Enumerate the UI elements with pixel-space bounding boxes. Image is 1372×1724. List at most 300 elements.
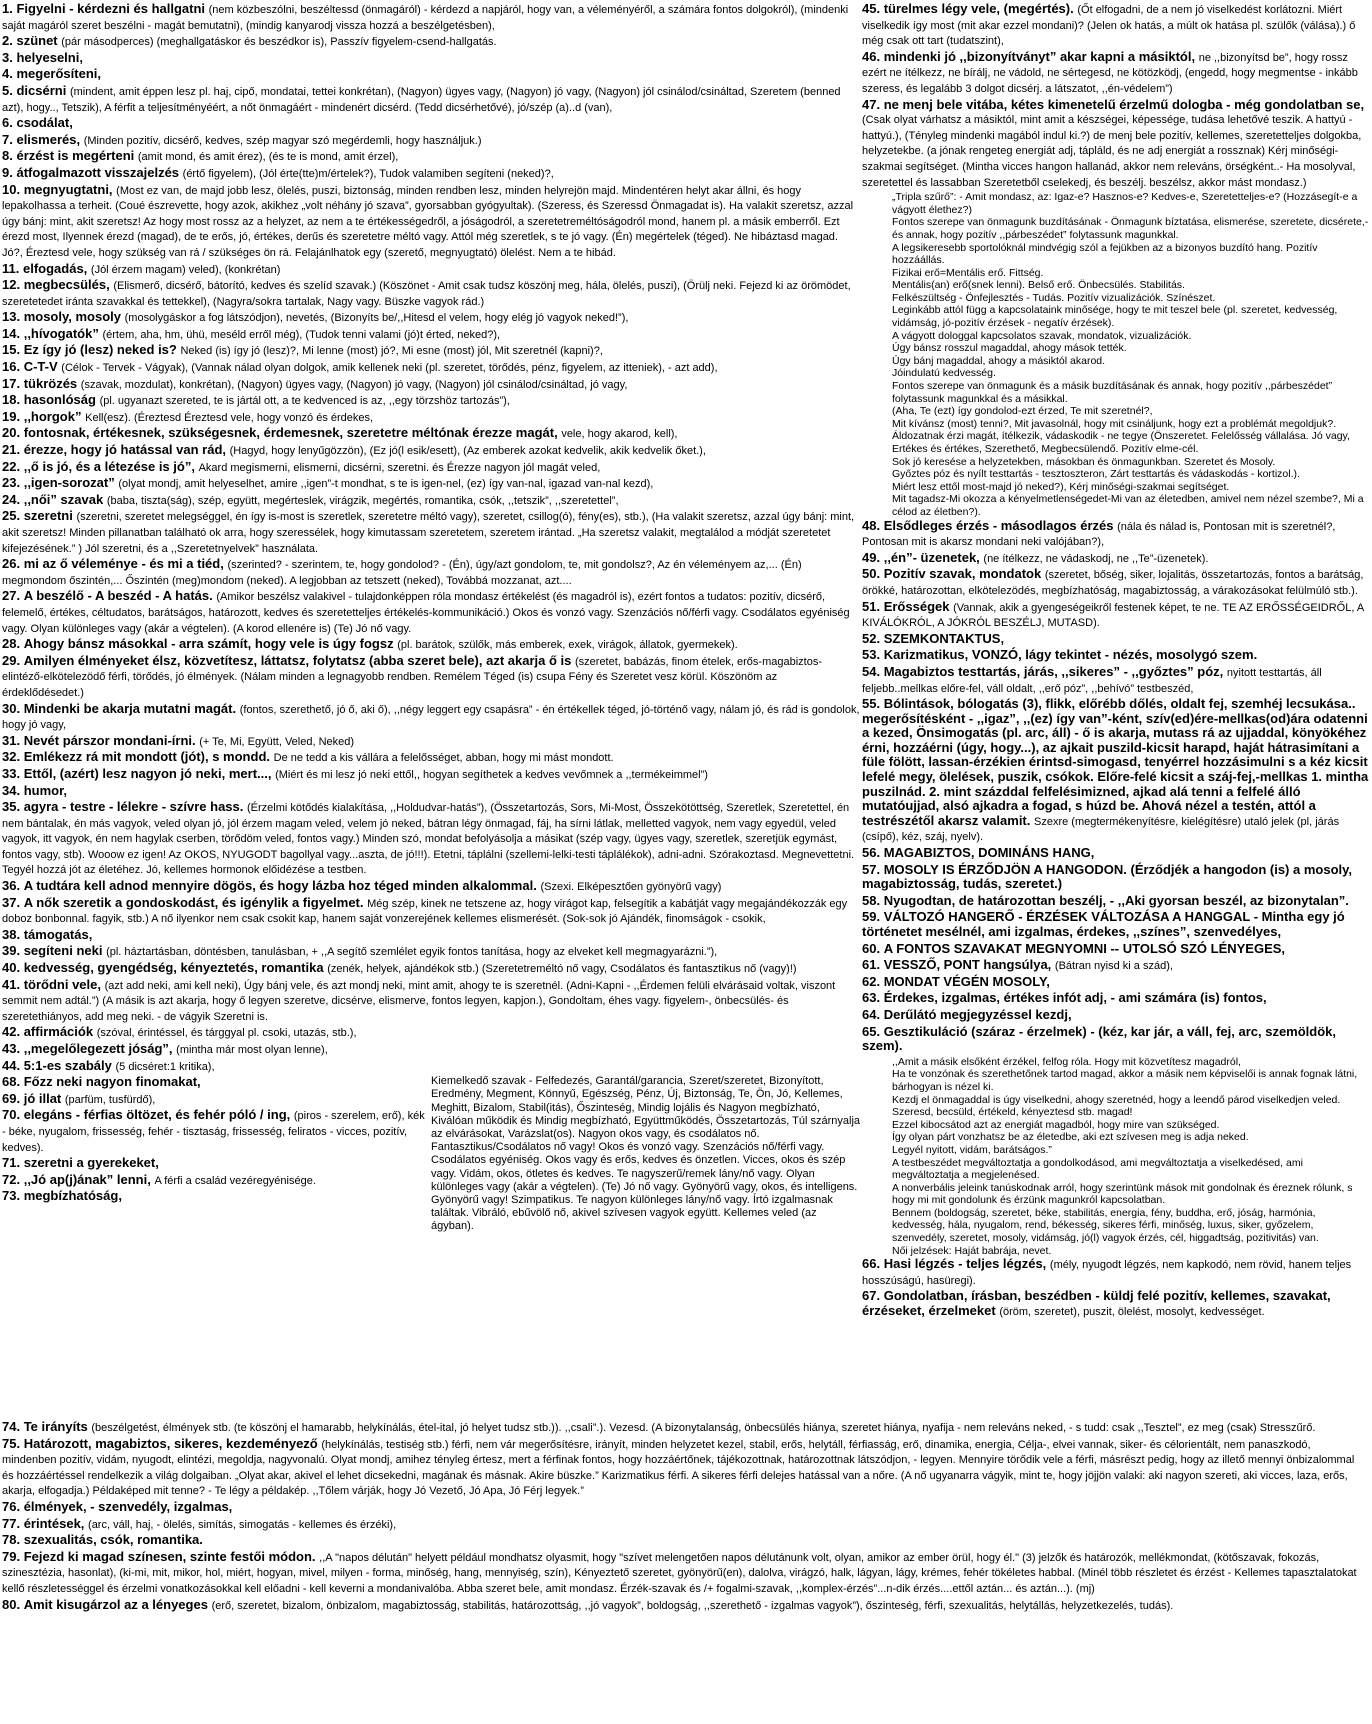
list-item	[2, 410, 860, 426]
item-number: 49.	[862, 549, 881, 565]
note-line: Úgy bánsz rosszul magaddal, ahogy mások tették.	[892, 342, 1127, 355]
list-item	[2, 1059, 860, 1075]
item-number: 65.	[862, 1023, 881, 1039]
list-item	[2, 734, 860, 750]
item-number: 79.	[2, 1548, 21, 1564]
note-line: „Tripla szűrő”: - Amit mondasz, az: Igaz-e? Hasznos-e? Kedves-e, Szeretetteljes-e? (Hozzásegít-e a vágyott élethez?)	[892, 191, 1358, 216]
item-heading: ,,megelőlegezett jóság”,	[23, 1041, 173, 1056]
item-body: (nála és nálad is, Pontosan mit is szeretnél?, Pontosan mit is akarsz mondani neki valójában?),	[862, 520, 1336, 549]
list-item	[2, 896, 860, 927]
item-heading: mindenki jó ,,bizonyítványt” akar kapni a másiktól,	[883, 48, 1196, 64]
item-heading: VÁLTOZÓ HANGERŐ - ÉRZÉSEK VÁLTOZÁSA A HANGGAL - Mintha egy jó történetet mesélnél, ami izgalmas, érdekes, ,,színes”, szenvedélyes,	[862, 909, 1345, 939]
item-number: 18.	[2, 392, 21, 408]
item-body: (szavak, mozdulat), konkrétan), (Nagyon) ügyes vagy, (Nagyon) jó vagy, (Nagyon) jól csinálod/csináltad, jó vagy,	[80, 378, 628, 391]
item-heading: hasonlóság	[23, 392, 96, 408]
list-item	[2, 1156, 431, 1172]
item-number: 2.	[2, 33, 13, 49]
note-line: Áldozatnak érzi magát, ítélkezik, vádaskodik - ne tegye (Önszeretet. Felelősség vállalása. Jó vagy, Ertékes és értékes, Szerethető, Megbecsülendő. Pozitív elme-cél.	[892, 430, 1350, 455]
note-line: A vágyott dologgal kapcsolatos szavak, mondatok, vizualizációk.	[892, 329, 1192, 342]
item-heading: Amilyen élményeket élsz, közvetítesz, láttatsz, folytatsz (abba szeret bele), azt akarja ő is	[23, 652, 572, 668]
item-number: 5.	[2, 82, 13, 98]
item-number: 61.	[862, 957, 881, 973]
item-body: (szeretet, babázás, finom ételek, erős-magabiztos-elintéző-elkötelezödő férfi, törődés, jó élmények. (Nálam minden a legnagyobb rendben. Remélem Téged (is) csupa Fény és Szeretet vesz körül. Köszönöm az érdeklődésedet.)	[2, 655, 823, 699]
list-item	[862, 98, 1370, 191]
item-heading: affirmációk	[23, 1024, 94, 1040]
list-item	[862, 910, 1370, 940]
item-number: 31.	[2, 732, 21, 748]
list-item	[2, 166, 860, 182]
bottom-item-list	[2, 1420, 1368, 1613]
list-item	[2, 1420, 1368, 1436]
item-heading: 5:1-es szabály	[23, 1057, 112, 1073]
item-number: 45.	[862, 1, 881, 16]
note-line: Ezzel kibocsátod azt az energiát magadból, hogy mire van szükséged.	[892, 1118, 1220, 1131]
list-item	[862, 697, 1370, 845]
item-heading: A beszélő - A beszéd - A hatás.	[23, 588, 213, 604]
list-item	[2, 1500, 1368, 1516]
list-item	[2, 476, 860, 492]
list-item	[2, 1075, 431, 1091]
item-heading: érezze, hogy jó hatással van rád,	[23, 442, 227, 458]
item-heading: Ahogy bánsz másokkal - arra számít, hogy vele is úgy fogsz	[23, 636, 394, 652]
item-number: 7.	[2, 131, 13, 147]
item-body: (ne ítélkezz, ne vádaskodj, ne ,,Te”-üzenetek).	[983, 552, 1209, 565]
item-number: 62.	[862, 973, 881, 989]
list-item	[2, 443, 860, 459]
list-item	[2, 509, 860, 556]
list-item	[2, 1598, 1368, 1614]
note-line: ,,Amit a másik elsőként érzékel, felfog róla. Hogy mit közvetítesz magadról,	[892, 1055, 1241, 1068]
item-number: 75.	[2, 1435, 21, 1451]
item-heading: Érdekes, izgalmas, értékes infót adj, - ami számára (is) fontos,	[883, 990, 1267, 1006]
item-number: 39.	[2, 943, 21, 959]
item-number: 19.	[2, 408, 21, 424]
note-line: Így olyan párt vonzhatsz be az életedbe, aki ezt szívesen meg is adja neked.	[892, 1131, 1249, 1144]
item-body: (mintha már most olyan lenne),	[176, 1044, 328, 1056]
item-heading: tükrözés	[23, 375, 78, 391]
item-body: (öröm, szeretet), puszit, ölelést, mosolyt, kedvességet.	[999, 1306, 1265, 1319]
list-item	[862, 958, 1370, 974]
list-item	[862, 991, 1370, 1007]
list-item	[2, 784, 860, 800]
list-item	[2, 377, 860, 393]
note-line: Bennem (boldogság, szeretet, béke, stabilitás, energia, fény, buddha, erő, jóság, harmónia, kedvesség, hála, nyugalom, rend, békesség, sikeres férfi, minőség, luxus, siker, győzelem, szenvedély, szeretet, mosoly, vidámság, jó(l) vagyok érzés, cél, higgadtság, pozitivitás) van.	[892, 1206, 1319, 1245]
item-heading: ,,női” szavak	[23, 491, 104, 507]
list-item	[862, 632, 1370, 648]
item-heading: Magabiztos testtartás, járás, ,,sikeres” - ,,győztes” póz,	[883, 663, 1224, 679]
list-item	[862, 1008, 1370, 1024]
item-body: (zenék, helyek, ajándékok stb.) (Szeretetreméltó nő vagy, Csodálatos és fantasztikus nő (vagy)!)	[327, 963, 797, 976]
item-number: 63.	[862, 990, 881, 1006]
note-line: Úgy bánj magaddal, ahogy a másiktól akarod.	[892, 354, 1106, 367]
item-number: 71.	[2, 1155, 21, 1171]
item-body: (baba, tiszta(ság), szép, együtt, megérteslek, virágzik, megértés, romantika, csók, ,,tetszik”, ,,szeretettel”,	[106, 494, 619, 507]
list-item	[2, 750, 860, 766]
item-body: (Bátran nyisd ki a szád),	[1054, 960, 1173, 973]
item-heading: érzést is megérteni	[16, 148, 135, 164]
item-number: 67.	[862, 1288, 881, 1304]
item-number: 66.	[862, 1256, 881, 1272]
item-body: (Elismerő, dicsérő, bátorító, kedves és szelíd szavak.) (Köszönet - Amit csak tudsz köszönj meg, hála, ölelés, puszi), (Örülj neki. Fejezd ki az örömödet, szeretetedet iránta szavakkal és tettekkel), (Nagyra/sokra tartalak, Nagy vagy. Büszke vagyok rád.)	[2, 280, 851, 308]
item-heading: megbecsülés,	[23, 277, 110, 293]
list-item	[2, 1092, 431, 1108]
item-heading: Derűlátó megjegyzéssel kezdj,	[883, 1006, 1072, 1022]
item-number: 69.	[2, 1090, 21, 1106]
list-item	[2, 116, 860, 132]
note-line: Jóindulatú kedvesség.	[892, 367, 996, 380]
item-number: 76.	[2, 1498, 21, 1514]
list-item	[2, 1042, 860, 1058]
list-item	[2, 1189, 431, 1205]
item-number: 35.	[2, 799, 21, 815]
item-number: 23.	[2, 475, 21, 491]
item-heading: jó illat	[23, 1090, 62, 1106]
list-item	[2, 343, 860, 359]
list-item	[862, 1257, 1370, 1288]
item-body: Még szép, kinek ne tetszene az, hogy virágot kap, felsegítik a kabátját vagy megajándékozzák egy doboz bonbonnal. fagyik, stb.) A nő ilyenkor nem csak csokit kap, hanem saját vonzerejének kellemes elismerését. (Sok-sok jó Ajándék, finomságok - csokik,	[2, 897, 848, 926]
item-heading: elismerés,	[16, 131, 81, 147]
item-number: 25.	[2, 508, 21, 524]
item-heading: Erősségek	[883, 598, 950, 614]
item-body: (mosolygáskor a fog látszódjon), nevetés, (Bizonyíts be/,,Hitesd el velem, hogy elég jó vagyok neked!”),	[124, 312, 629, 325]
item-heading: mosoly, mosoly	[23, 309, 121, 325]
item-heading: érintések,	[23, 1515, 85, 1531]
item-number: 14.	[2, 325, 21, 341]
item-number: 29.	[2, 652, 21, 668]
item-heading: ,,hívogatók”	[23, 325, 99, 341]
item-body: (értő figyelem), (Jól érte(tte)m/értelek?), Tudok valamiben segíteni (neked)?,	[182, 167, 554, 180]
list-item	[2, 589, 860, 636]
item-number: 10.	[2, 181, 21, 197]
item-number: 77.	[2, 1515, 21, 1531]
item-body: (Most ez van, de majd jobb lesz, ölelés, puszi, biztonság, minden rendben lesz, minden helyrejön majd. Mindentéren helyt akar állni, és hogy lepakolhassa a terheit. (Coué észrevette, hogy azok, akikhez „volt néhány jó szava”, gyorsabban gyógyultak). (Szeress, és Szeressd Önmagadat is). Ha valakit szeretsz, azzal úgy bánj: mint, akit szeretsz! Az hogy most rossz az a helyzet, az nem a te értékességedről, a jóságodról, a szeretetreméltóságodról mond, hanem pl. a másik emberről. Ezt érezd most, Ilyennek érezd (magad), de te erős, jó, értékes, derűs és szeretetre méltó vagy. Attól még szeretlek, s te jó vagy. (Én) megértelek (téged). Ne hibáztasd magad. Jó?, Éreztesd vele, hogy szükség van rá / szükséges ön rá. Felajánlhatok egy (szerető, megnyugtató) ölelést. Nem a te hibád.	[2, 184, 854, 259]
list-item	[2, 51, 860, 67]
item-body: (Miért és mi lesz jó neki ettől,, hogyan segíthetek a kedves vevőmnek a ,,termékeimmel”)	[275, 768, 708, 781]
list-item	[862, 50, 1370, 97]
list-item	[2, 1437, 1368, 1499]
item-number: 28.	[2, 636, 21, 652]
item-number: 48.	[862, 517, 881, 533]
item-heading: ,,ő is jó, és a létezése is jó”,	[23, 458, 195, 474]
list-item	[862, 863, 1370, 893]
item-number: 43.	[2, 1041, 21, 1056]
item-body: (erő, szeretet, bizalom, önbizalom, magabiztosság, stabilitás, határozottság, ,,jó vagyok”, boldogság, ,,szerethető - izgalmas vagyok”), őszinteség, férfi, szexualitás, helytállás, helyzetkezelés, tudás).	[211, 1599, 1174, 1612]
item-number: 52.	[862, 630, 881, 646]
item-body: Szexre (megtermékenyítésre, kielégítésre) utaló jelek (pl, járás (csípő), kéz, száj, nyelv).	[862, 815, 1340, 844]
list-item	[862, 665, 1370, 696]
list-item	[2, 310, 860, 326]
item-number: 6.	[2, 115, 13, 131]
item-number: 74.	[2, 1419, 21, 1434]
item-heading: agyra - testre - lélekre - szívre hass.	[23, 799, 244, 815]
item-number: 21.	[2, 442, 21, 458]
item-body: ,,A "napos délután" helyett például mondhatsz olyasmit, hogy "szívet melengetően napos délutánunk volt, olyan, amikor az ember örül, hogy él." (3) jelzők és határozók, mellékmondat, (kötőszavak, fokozás, szinesztézia, hasonlat), (ki-mi, mit, mikor, hol, miért, hogyan, mivel, milyen - forma, minőség, hang, mennyiség, szín), Kényeztető szeretet, gyönyörű(en), dalolva, virágzó, halk, lágyan, lágy, krémes, fehér tökéletes habbal. (Minél több részletet és érzést - Kellemes tapasztalatokat kellő részletességgel és érzelmi vonatkozásokkal kell előadni - kell keverni a mondanivalóba. Abba szeret bele, amit mondasz. Érzék-szavak és /+ fogalmi-szavak, ,,komplex-érzés”...n-dik érzés....ettől aztán... és aztán...). (mj)	[2, 1551, 1357, 1595]
item-number: 53.	[862, 647, 881, 663]
item-heading: elfogadás,	[22, 260, 88, 276]
item-body: (Jól érzem magam) veled), (konkrétan)	[90, 263, 281, 276]
item-body: Neked (is) így jó (lesz)?, Mi lenne (most) jó?, Mi esne (most) jól, Mit szeretnél (kapni)?,	[180, 345, 603, 358]
item-number: 54.	[862, 663, 881, 679]
note-line: Legyél nyitott, vidám, barátságos.”	[892, 1143, 1052, 1156]
list-item	[2, 928, 860, 944]
item-body: Akard megismerni, elismerni, dicsérni, szeretni. és Érezze nagyon jól magát veled,	[198, 461, 601, 474]
item-number: 26.	[2, 556, 21, 572]
list-item	[2, 327, 860, 343]
note-line: Felkészültség - Önfejlesztés - Tudás. Pozitív vizualizációk. Színészet.	[892, 291, 1216, 304]
item-body: nyitott testtartás, áll feljebb..mellkas előre-fel, váll oldalt, ,,erő póz”, ,,behívó” testbeszéd,	[862, 666, 1322, 695]
item-number: 20.	[2, 425, 21, 441]
item-body: (Szexi. Elképesztően gyönyörű vagy)	[540, 881, 722, 894]
item-body: (olyat mondj, amit helyeselhet, amire ,,igen”-t mondhat, s te is igen-nel, (ez) így van-nal, igazad van-nal kezd),	[118, 478, 654, 491]
item-body: (mindent, amit éppen lesz pl. haj, cipő, mondatai, tettei konkrétan), (Nagyon) ügyes vagy, (Nagyon) jó vagy, (Nagyon) jól csinálod/csináltad, Szeretem (benned azt), hogy.., Tetszik), A férfit a teljesítményéért, a nőt önmagáért - mindenért dicsérd. (Tedd dicsérhetővé), jó/szép (a)..d (van),	[2, 85, 841, 114]
item-number: 13.	[2, 309, 21, 325]
note-line: Győztes póz és nyílt testtartás - tesztoszteron, Zárt testtartás és vádaskodás - kortizol.).	[892, 468, 1300, 481]
item-number: 34.	[2, 782, 21, 798]
item-number: 37.	[2, 894, 21, 910]
item-heading: szünet	[16, 33, 58, 49]
list-item	[2, 460, 860, 476]
item-heading: Bólintások, bólogatás (3), flikk, előrébb dőlés, oldalt fej, szemhéj lecsukása.. megerősítésként - ,,igaz”, ,,(ez) így van”-ként, szív(ed)ére-mellkas(od)ára odatenni a kezed, Önsimogatás (pl. arc, áll) - ő is akarja, mutass rá az ujjaddal, könyökéhez érni, hozzáérni (úgy, hogy...), az ajkait puszild-kicsit harapd, haját hátrasimítani a füle fölött, lassan-érzékien érintsd-simogasd, tenyérrel hozzásimulni s a kéz kicsit lefelé megy, ölelések, puszik, csókok. Előre-felé kicsit a száj-fej,-mellkas 1. mintha puszilnád. 2. mint százddal felfelésimizned, ajkad alá tenni a felfelé álló mutatóujjad, alsó ajkadra a fogad, s húzd be. Ahová nézel a testén, attól a testrészétől akarsz valamit.	[862, 696, 1369, 828]
item-body: (parfüm, tusfürdő),	[64, 1093, 156, 1106]
list-item	[2, 34, 860, 50]
item-body: Kell(esz). (Éreztesd Éreztesd vele, hogy vonzó és érdekes,	[85, 411, 374, 424]
list-item	[2, 149, 860, 165]
note-line: Női jelzések: Haját babrája, nevet.	[892, 1244, 1052, 1257]
item-body: (Vannak, akik a gyengeségeikről festenek képet, te ne. TE AZ ERŐSSÉGEIDRŐL, A KIVÁLÓKRÓL, A JÓKRÓL BESZÉLJ, MUTASD).	[862, 601, 1364, 630]
list-item	[2, 183, 860, 261]
list-item	[2, 133, 860, 149]
note-line: A legsikeresebb sportolóknál mindvégig szól a fejükben az a bizonyos buzdító hang. Pozitív hozzáállás.	[892, 241, 1318, 267]
list-item	[2, 800, 860, 878]
item-number: 51.	[862, 598, 881, 614]
item-number: 8.	[2, 148, 13, 164]
left-item-list-b	[2, 1075, 431, 1233]
right-sub-notes	[862, 191, 1370, 518]
item-body: (Minden pozitív, dicsérő, kedves, szép magyar szó megérdemli, hogy használjuk.)	[83, 134, 482, 147]
item-body: (+ Te, Mi, Együtt, Veled, Neked)	[199, 735, 355, 748]
item-number: 24.	[2, 491, 21, 507]
note-line: A testbeszédet megváltoztatja a gondolkodásod, ami megváltoztatja a viselkedésed, ami megváltoztatja a megjelenésed.	[892, 1156, 1303, 1182]
list-item	[2, 2, 860, 33]
list-item	[862, 942, 1370, 958]
item-heading: élmények, - szenvedély, izgalmas,	[23, 1498, 233, 1514]
item-body: (arc, váll, haj, - ölelés, simítás, simogatás - kellemes és érzéki),	[88, 1518, 397, 1531]
list-item	[2, 393, 860, 409]
list-item	[862, 567, 1370, 598]
list-item	[2, 1550, 1368, 1597]
item-number: 15.	[2, 342, 21, 358]
item-heading: törődni vele,	[23, 976, 101, 992]
item-heading: MONDAT VÉGÉN MOSOLY,	[883, 973, 1050, 989]
list-item	[2, 978, 860, 1025]
item-heading: szeretni	[23, 508, 73, 524]
item-number: 30.	[2, 700, 21, 716]
item-body: (pár másodperces) (meghallgatáskor és beszédkor is), Passzív figyelem-csend-hallgatás.	[61, 36, 497, 49]
item-number: 9.	[2, 164, 13, 180]
note-line: Kezdj el önmagaddal is úgy viselkedni, ahogy szeretnéd, hogy a leendő párod viselkedjen veled. Szeresd, becsüld, értékeld, kényeztesd stb. magad!	[892, 1093, 1341, 1119]
item-body: (Csak olyat várhatsz a másiktól, mint amit a készségei, képessége, tudása lehetővé teszik. A hattyú - hattyú.), (Tényleg mindenki magából indul ki.?) de menj bele pozitív, kellemes, szeretetteljes dolgokba, helyzetekbe. (a jónak rengeteg energiát adj, tápláld, és ne adj energiát a rossznak) Kérj minőségi-szakmai segítséget. (Mintha vicces hangon hallanád, akkor nem releváns, örségként..- Ha mosolyval, szeretettel és lassabban Szeretetből cselekedj, és beszélj. beszélsz, akkor mást mondasz.)	[862, 114, 1362, 189]
item-number: 41.	[2, 976, 21, 992]
item-heading: VESSZŐ, PONT hangsúlya,	[883, 957, 1052, 973]
note-line: Mit tagadsz-Mi okozza a kényelmetlenségedet-Mi van az életedben, amivel nem nézel szembe?, Mi a célod az életben?).	[892, 493, 1364, 518]
item-number: 56.	[862, 845, 881, 861]
item-heading: megnyugtatni,	[23, 181, 113, 197]
list-item	[2, 637, 860, 653]
list-item	[2, 1025, 860, 1041]
item-number: 50.	[862, 566, 881, 582]
item-heading: átfogalmazott visszajelzés	[16, 164, 180, 180]
item-heading: mi az ő véleménye - és mi a tiéd,	[23, 556, 224, 572]
note-line: Sok jó keresése a helyzetekben, másokban és önmagunkban. Szeretet és Mosoly.	[892, 455, 1276, 468]
item-heading: Te irányíts	[23, 1419, 88, 1434]
item-heading: Főzz neki nagyon finomakat,	[23, 1074, 201, 1090]
item-body: (piros - szerelem, erő), kék - béke, nyugalom, frissesség, fehér - tisztaság, frissesség, feliratos - vicces, pozitív, kedves).	[2, 1110, 425, 1154]
item-body: (szóval, érintéssel, és tárggyal pl. csoki, utazás, stb.),	[96, 1027, 357, 1040]
item-heading: Figyelni - kérdezni és hallgatni	[16, 1, 206, 16]
item-body: (Hagyd, hogy lenyűgözzön), (Ez jó(l esik/esett), (Az emberek azokat kedvelik, akik kedvelik őket.),	[229, 445, 706, 458]
item-number: 70.	[2, 1107, 21, 1123]
list-item	[862, 975, 1370, 991]
list-item	[2, 767, 860, 783]
item-number: 33.	[2, 765, 21, 781]
list-item	[862, 846, 1370, 862]
item-number: 78.	[2, 1532, 21, 1548]
item-body: (5 dicséret:1 kritika),	[115, 1060, 215, 1073]
item-number: 60.	[862, 940, 881, 956]
item-heading: fontosnak, értékesnek, szükségesnek, érdemesnek, szeretetre méltónak érezze magát,	[23, 425, 558, 441]
note-line: A nonverbális jeleink tanúskodnak arról, hogy szerintünk mások mit gondolnak és éreznek rólunk, s hogy mi mit gondolunk és érzünk magunkról kapcsolatban.	[892, 1181, 1353, 1207]
kiemelt-szavak-text: Kiemelkedő szavak - Felfedezés, Garantál/garancia, Szeret/szeretet, Bizonyított, Eredmény, Megment, Könnyű, Egészség, Pénz, Új, Biztonság, Te, Ön, Jó, Kellemes, Meghitt, Bizalom, Stabil(itás), Őszinteség, Mindig lojális és Nagyon megbízható, Kiválóan működik és Mindig megbízható, Együttműködés, Összetartozás, Túl szárnyalja az elvárásokat, Varázslat(os). Nagyon okos vagy, és csodálatos nő. Fantasztikus/Csodálatos nő vagy! Okos és vonzó vagy. Szenzációs nő/férfi vagy. Csodálatos egyéniség. Okos vagy és erős, kedves és önzetlen. Vicces, okos és szép vagy. Vidám, okos, ötletes és kedves. Te nagyszerű/remek lány/nő vagy. Olyan különleges vagy (akár a végtelen). (Te) Jó nő vagy. Gyönyörű vagy, okos, és intelligens. Gyönyörű vagy! Szimpatikus. Te nagyon különleges lány/nő vagy. Írtó izgalmasnak találtak. Vibráló, ebűvölő nő, akivel szívesen vagyok együtt. Kellemes veled (az ágyban).	[431, 1075, 860, 1233]
item-heading: Ettől, (azért) lesz nagyon jó neki, mert...,	[23, 765, 272, 781]
right-column	[862, 2, 1370, 1321]
list-item	[2, 1173, 431, 1189]
list-item	[862, 2, 1370, 49]
item-body: (nem közbeszólni, beszéltessd (önmagáról) - kérdezd a napjáról, hogy van, a véleményéről, a számára fontos dolgokról), (mindenki saját magáról szeret beszélni - magát bemutatni), (mindig kanyarodj vissza hozzá a beszélgetésben),	[2, 4, 849, 32]
item-body: De ne tedd a kis vállára a felelősséget, abban, hogy mi mást mondott.	[273, 752, 614, 765]
item-number: 11.	[2, 260, 20, 276]
item-body: (szeretni, szeretet melegséggel, én így is-most is szeretlek, szeretetre méltó vagy), szeretet, csillog(ó), fény(es), stb.), (Ha valakit szeretsz, azzal úgy bánj: mint, akit szeretsz! Minden pillanatban található ok arra, hogy szeressélek, hogy kimutassam szeretetem, szeretem irántad. „Ha szeretsz valakit, megtalálod a módját szeretetet kifejezésének.” ) Jól szeretni, és a ,,Szeretetnyelvek” használata.	[2, 511, 855, 555]
item-heading: helyeselni,	[16, 49, 83, 65]
item-body: (pl. ugyanazt szereted, te is jártál ott, a te kedvenced is az, ,,egy törzshöz tartozás”),	[99, 395, 510, 408]
item-number: 80.	[2, 1596, 21, 1612]
item-heading: ,,én”- üzenetek,	[883, 549, 980, 565]
item-heading: elegáns - férfias öltözet, és fehér póló / ing,	[23, 1107, 291, 1123]
item-body: (Amikor beszélsz valakivel - tulajdonképpen róla mondasz értékelést (és magadról is), ezért fontos a tudatos: pozitív, dicsérő, felemelő, értékes, céltudatos, barátságos, határozott, kedves és szeretetteljes értékelés-kommunikáció.) Okos és vonzó vagy. Szenzációs nő/férfi vagy. Csodálatos egyéniség vagy. Olyan különleges vagy (akár a végtelen). (A korod ellenére is) (Te) Jó nő vagy.	[2, 591, 850, 635]
item-number: 59.	[862, 909, 881, 925]
item-heading: Emlékezz rá mit mondott (jót), s mondd.	[23, 749, 270, 765]
item-number: 32.	[2, 749, 21, 765]
item-heading: Gesztikuláció (száraz - érzelmek) - (kéz, kar jár, a váll, fej, arc, szemöldök, szem).	[862, 1023, 1337, 1054]
note-line: (Aha, Te (ezt) így gondolod-ezt érzed, Te mit szeretnél?,	[892, 405, 1153, 418]
item-heading: dicsérni	[16, 82, 67, 98]
item-heading: Elsődleges érzés - másodlagos érzés	[883, 517, 1114, 533]
item-heading: Határozott, magabiztos, sikeres, kezdeményező	[23, 1435, 318, 1451]
right-item-list-c	[862, 1257, 1370, 1319]
item-number: 68.	[2, 1074, 21, 1090]
item-heading: megerősíteni,	[16, 66, 101, 82]
list-item	[2, 360, 860, 376]
note-line: Mit kívánsz (most) tenni?, Mit javasolnál, hogy mit csináljunk, hogy ezt a problémát megoldjuk?.	[892, 417, 1337, 430]
note-line: Leginkább attól függ a kapcsolataink minősége, hogy te mit teszel bele (pl. szeretet, kedvesség, vidámság, jó-pozitív érzések - negatív érzések).	[892, 304, 1338, 330]
note-line: Ha te vonzónak és szerethetőnek tartod magad, akkor a másik nem képviselői is annak fognak látni, bárhogyan is nézel ki.	[892, 1068, 1358, 1093]
item-number: 17.	[2, 375, 21, 391]
item-heading: MOSOLY IS ÉRZŐDJÖN A HANGODON. (Érződjék a hangodon (is) a mosoly, magabiztosság, tudás, szeretet.)	[862, 861, 1353, 892]
item-body: (Őt elfogadni, de a nem jó viselkedést korlátozni. Miért viselkedik így most (mit akar ezzel mondani)? (Jelen ok hatás, a múlt ok hatása pl. szülők (válása).) ő még csak ott tart (tudatszint),	[862, 4, 1356, 48]
list-item	[2, 67, 860, 83]
list-item	[2, 84, 860, 115]
note-line: Fontos szerepe van önmagunk és a másik buzdításának és annak, hogy pozitív ,,párbeszédet” folytassunk magunkkal és a másikkal.	[892, 380, 1333, 405]
item-heading: türelmes légy vele, (megértés).	[883, 1, 1074, 16]
item-heading: A nők szeretik a gondoskodást, és igénylik a figyelmet.	[23, 894, 364, 910]
right-sub-notes-b	[862, 1056, 1370, 1258]
note-line: Fontos szerepe van önmagunk buzdításának - Önmagunk bíztatása, elismerése, szeretete, dicsérete,- és annak, hogy pozitív ,,párbeszédet” folytassunk magunkkal.	[892, 216, 1369, 241]
list-item	[2, 1108, 431, 1155]
item-heading: MAGABIZTOS, DOMINÁNS HANG,	[883, 845, 1095, 861]
item-heading: C-T-V	[23, 359, 58, 375]
item-number: 22.	[2, 458, 21, 474]
item-heading: SZEMKONTAKTUS,	[883, 630, 1005, 646]
item-heading: Nevét párszor mondani-írni.	[23, 732, 196, 748]
item-number: 55.	[862, 696, 881, 712]
item-number: 58.	[862, 892, 881, 908]
list-item	[2, 879, 860, 895]
item-number: 38.	[2, 926, 21, 942]
item-number: 3.	[2, 49, 13, 65]
item-heading: Fejezd ki magad színesen, szinte festői módon.	[23, 1548, 316, 1564]
note-line: Miért lesz ettől most-majd jó neked?), Kérj minőségi-szakmai segítséget.	[892, 480, 1230, 493]
item-number: 47.	[862, 96, 881, 112]
list-item	[862, 648, 1370, 664]
item-number: 4.	[2, 66, 13, 82]
item-number: 27.	[2, 588, 21, 604]
note-line: Fizikai erő=Mentális erő. Fittség.	[892, 266, 1044, 279]
item-body: (Célok - Tervek - Vágyak), (Vannak nálad olyan dolgok, amik kellenek neki (pl. szeretet, törődés, pénz, figyelem, az itteniek), - azt add),	[61, 362, 718, 375]
item-number: 42.	[2, 1024, 21, 1040]
bottom-section	[2, 1420, 1368, 1614]
left-item-list	[2, 2, 860, 1074]
item-body: (Érzelmi kötődés kialakítása, ,,Holdudvar-hatás”), (Összetartozás, Sors, Mi-Most, Összekötöttség, Szeretlek, Szeretettel, én nem bántalak, én más vagyok, veled olyan jó, jól érzem magam veled, velem jó neked, bátran légy önmagad, fáj, ha sírni látlak, melletted vagyok, nem vagy egyedül, veled vagyok, itt vagyok, én nem hagylak cserben, törődöm veled, fontos vagy.) Minden szó, mondat befolyásolja a másikat (szép vagy, ügyes vagy, szeretlek, szeretjük egymást, fontos vagy, stb). Wooow ez igen! Az OKOS, NYUGODT bagollyal vagy...aszta, de jó!!!). Etetni, táplálni (szellemi-lelki-testi táplálékok), adni-adni. Szórakoztasd. Megnevettetni. Tegyél hozzá jót az életéhez. Jó, kellemes hormonok előidézése a testben.	[2, 802, 855, 877]
item-number: 44.	[2, 1057, 21, 1073]
item-body: (beszélgetést, élmények stb. (te köszönj el hamarabb, helykínálás, étel-ital, jó helyet tudsz stb.)). ,,csali”.). Vezesd. (A bizonytalanság, önbecsülés hiánya, szeretet hiánya, nyafija - nem releváns neked, - s tudd: csak ,,Tesztel”, ez meg (csak) Stresszűrő.	[91, 1422, 1316, 1434]
item-heading: Hasi légzés - teljes légzés,	[883, 1256, 1047, 1272]
item-heading: segíteni neki	[23, 943, 103, 959]
list-item	[862, 519, 1370, 550]
item-heading: megbízhatóság,	[23, 1188, 122, 1204]
list-item	[862, 1289, 1370, 1319]
item-heading: ,,Jó ap(j)ának” lenni,	[23, 1171, 151, 1187]
list-item	[2, 702, 860, 733]
item-body: (azt add neki, ami kell neki), Úgy bánj vele, és azt mondj neki, mint amit, ahogy te is szeretnél. (Adni-Kapni - ,,Érdemen felüli elvárásaid voltak, viszont semmit nem adtál.”) (A másik is azt akarja, hogy ő legyen szeretve, dicsérve, elismerve, fontos legyen, kapjon.), Gondoltam, éhes vagy. figyelem-, önbecsülés- és szeretethiányos, add meg neki. - de vágyik Szeretni is.	[2, 979, 836, 1023]
item-body: (helykínálás, testiség stb.) férfi, nem vár megerősítésre, irányít, minden helyzetet kezel, stabil, erős, helytáll, férfiasság, erő, dinamika, energia, Célja-, elvei vannak, siker- és célorientált, nem panaszkodó, mindenben pozitív, vidám, nyugodt, elintézi, megoldja, nagyvonalú. Olyat mondj, amihez tényleg értesz, mert a férfinak fontos, hogy hozzáértőnek, tájékozottnak, határozottnak látszódjon, - legyen. Mennyire törődik vele a férfi, másrészt pedig, hogy az illető mennyi önbizalommal és hozzáértéssel rendelkezik a világ dolgaiban. „Olyat akar, akivel el lehet dicsekedni, magának és másnak. Akire büszke.” Karizmatikus férfi. A sikeres férfi delejes hatással van a nőre. (A nő ugyanarra vágyik, mint te, hogy jöjjön valaki: aki nagyon szereti, aki vicces, laza, erős, akarja, elfogadja.) Példaképed mit tenne? - Te légy a példakép. ,,Tőlem várják, hogy Jó Vezető, Jó Apa, Jó Férj legyek.”	[2, 1438, 1355, 1498]
item-body: (mély, nyugodt légzés, nem kapkodó, nem rövid, hanem teljes hosszúságú, hasüregi).	[862, 1259, 1352, 1287]
list-item	[2, 278, 860, 309]
item-heading: Amit kisugárzol az a lényeges	[23, 1596, 208, 1612]
list-item	[862, 1025, 1370, 1055]
item-body: (értem, aha, hm, ühü, meséld erről még), (Tudok tenni valami (jó)t érted, neked?),	[102, 328, 501, 341]
item-heading: humor,	[23, 782, 68, 798]
list-item	[2, 961, 860, 977]
item-body: (szerinted? - szerintem, te, hogy gondolod? - (Én), úgy/azt gondolom, te, mit gondolsz?, Az én véleményem az,... (Én) megmondom őszintén,... Őszintén (meg)mondom (neked). A legjobban az tetszett (neked), Továbbá mozzanat, azt....	[2, 559, 802, 587]
item-body: A férfi a család vezéregyénisége.	[154, 1174, 316, 1187]
item-heading: ,,igen-sorozat”	[23, 475, 115, 491]
item-number: 12.	[2, 277, 21, 293]
item-number: 72.	[2, 1171, 21, 1187]
item-number: 57.	[862, 861, 881, 877]
item-heading: szexualitás, csók, romantika.	[23, 1532, 203, 1548]
right-item-list-b	[862, 519, 1370, 1055]
item-heading: szeretni a gyerekeket,	[23, 1155, 159, 1171]
list-item	[2, 654, 860, 701]
